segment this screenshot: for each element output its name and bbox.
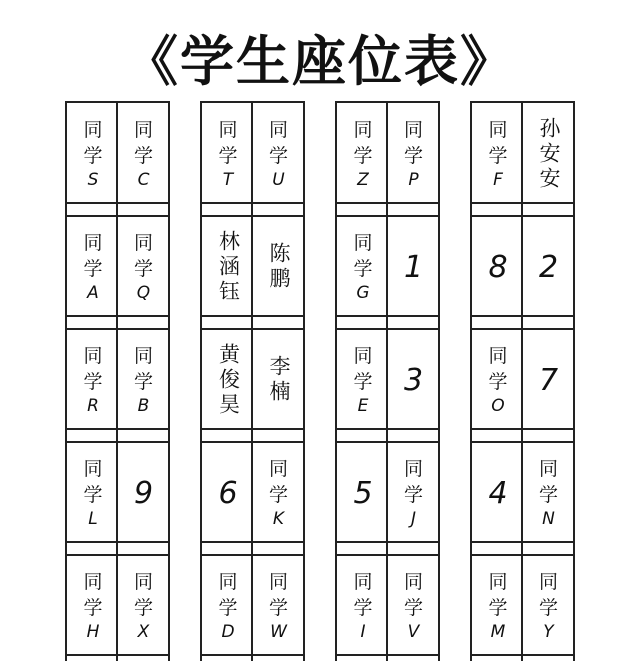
seat-prefix-char: 学 [488,597,508,619]
grid-hline [65,315,170,317]
seat-student-letter: E [357,396,369,416]
seat-student-letter: K [272,509,285,529]
seat-student-letter: Z [357,170,369,190]
seat-student [69,332,117,428]
seat-student [524,445,573,541]
seat-student [119,332,168,428]
seat-student-letter: O [491,396,505,416]
grid-vline [65,101,67,661]
seat-number-text: 5 [353,475,373,511]
seat-number [389,332,438,428]
seat-name-text: 孙安安 [537,116,561,192]
seat-prefix-char: 同 [488,571,508,593]
grid-hline [65,554,170,556]
page-title: 《学生座位表》 [124,30,516,93]
grid-vline [168,101,170,661]
seat-prefix-char: 学 [353,371,373,393]
seat-student-letter: D [221,622,235,642]
seat-prefix-char: 同 [538,458,558,480]
seat-prefix-char: 同 [133,119,153,141]
seat-prefix-char: 学 [353,258,373,280]
grid-hline [65,215,170,217]
seat-student-letter: J [410,509,416,529]
seat-number [119,445,168,541]
seat-student-letter: B [137,396,150,416]
seat-prefix-char: 同 [218,119,238,141]
grid-hline [470,441,575,443]
grid-hline [470,428,575,430]
seat-prefix-char: 同 [268,571,288,593]
seat-student [204,558,252,654]
grid-hline [200,315,305,317]
grid-hline [200,202,305,204]
seat-prefix-char: 学 [268,145,288,167]
grid-vline [200,101,202,661]
seat-student [254,106,303,202]
seat-prefix-char: 同 [353,345,373,367]
seat-student [254,445,303,541]
seat-prefix-char: 学 [488,145,508,167]
seat-student [339,219,387,315]
seat-number-text: 6 [218,475,238,511]
seat-prefix-char: 同 [83,119,103,141]
seat-prefix-char: 学 [133,371,153,393]
seat-prefix-char: 同 [403,119,423,141]
seat-number [474,219,522,315]
seat-student [389,558,438,654]
seat-number-text: 9 [133,475,154,511]
seat-student [389,445,438,541]
seat-prefix-char: 学 [133,258,153,280]
grid-hline [200,428,305,430]
seat-student [474,332,522,428]
seat-student [69,106,117,202]
grid-hline [200,541,305,543]
seat-prefix-char: 学 [538,484,558,506]
seat-number [524,332,573,428]
seat-student-letter: P [408,170,419,190]
seat-prefix-char: 学 [83,145,103,167]
seat-student-letter: V [407,622,420,642]
grid-hline [335,441,440,443]
seat-student [389,106,438,202]
seat-prefix-char: 同 [83,571,103,593]
seat-prefix-char: 同 [353,232,373,254]
seat-prefix-char: 学 [353,597,373,619]
seat-prefix-char: 同 [218,571,238,593]
seat-name [254,332,303,428]
grid-hline [335,428,440,430]
seat-number [204,445,252,541]
grid-hline [470,541,575,543]
seat-number [474,445,522,541]
seat-student [119,558,168,654]
grid-vline [470,101,472,661]
seat-prefix-char: 学 [353,145,373,167]
seat-prefix-char: 同 [133,571,153,593]
grid-hline [470,315,575,317]
seat-number-text: 4 [488,475,508,511]
grid-hline [200,441,305,443]
seat-prefix-char: 同 [538,571,558,593]
seat-student-letter: T [222,170,234,190]
grid-hline [200,554,305,556]
seat-student-letter: R [87,396,99,416]
grid-hline [470,202,575,204]
grid-hline [200,215,305,217]
grid-hline [470,215,575,217]
grid-vline [303,101,305,661]
seat-prefix-char: 学 [268,597,288,619]
seat-prefix-char: 学 [83,484,103,506]
seat-prefix-char: 学 [268,484,288,506]
grid-hline [335,328,440,330]
grid-hline [200,328,305,330]
grid-vline [438,101,440,661]
seat-student-letter: H [86,622,100,642]
seat-prefix-char: 学 [83,371,103,393]
seat-prefix-char: 同 [488,119,508,141]
seat-prefix-char: 学 [218,145,238,167]
seat-student-letter: G [356,283,370,303]
seat-student [69,219,117,315]
seat-student [69,558,117,654]
seat-prefix-char: 同 [83,458,103,480]
grid-hline [65,101,170,103]
seat-student-letter: W [270,622,287,642]
seat-prefix-char: 同 [83,232,103,254]
seat-prefix-char: 同 [403,571,423,593]
seat-number-text: 1 [403,249,424,285]
grid-vline [573,101,575,661]
seat-student-letter: M [490,622,506,642]
seat-number-text: 8 [488,249,508,285]
seat-prefix-char: 同 [353,571,373,593]
seat-student [524,558,573,654]
grid-hline [470,554,575,556]
seat-student [204,106,252,202]
seat-prefix-char: 同 [133,232,153,254]
seat-prefix-char: 学 [133,145,153,167]
grid-hline [470,328,575,330]
grid-hline [65,328,170,330]
seat-prefix-char: 学 [538,597,558,619]
seat-prefix-char: 学 [83,597,103,619]
seat-student-letter: L [88,509,98,529]
seat-student [339,106,387,202]
seat-student-letter: I [360,622,366,642]
seat-prefix-char: 学 [403,597,423,619]
seat-student-letter: Q [136,283,151,303]
seat-student-letter: S [87,170,99,190]
seat-number-text: 7 [538,362,559,398]
seat-prefix-char: 学 [133,597,153,619]
grid-hline [335,554,440,556]
seat-name-text: 李楠 [267,355,291,405]
seat-prefix-char: 学 [83,258,103,280]
seat-student-letter: A [87,283,99,303]
seat-number-text: 2 [538,249,559,285]
seat-student [474,106,522,202]
grid-hline [335,315,440,317]
seat-prefix-char: 同 [133,345,153,367]
seat-student [339,558,387,654]
seat-student-letter: F [493,170,503,190]
seat-number [339,445,387,541]
seat-student [69,445,117,541]
grid-hline [65,541,170,543]
seat-name-text: 黄俊昊 [216,342,241,418]
seat-student [119,106,168,202]
seat-student [119,219,168,315]
seat-number [524,219,573,315]
seat-prefix-char: 同 [403,458,423,480]
seat-name [204,219,252,315]
seat-prefix-char: 学 [488,371,508,393]
seat-prefix-char: 同 [83,345,103,367]
seat-prefix-char: 同 [268,119,288,141]
seat-prefix-char: 同 [353,119,373,141]
grid-hline [65,202,170,204]
seat-student [339,332,387,428]
seat-prefix-char: 同 [268,458,288,480]
seating-chart [64,101,576,661]
seat-prefix-char: 学 [403,484,423,506]
seat-name-text: 陈鹏 [267,242,291,292]
seat-number-text: 3 [403,362,424,398]
grid-vline [335,101,337,661]
grid-hline [335,541,440,543]
seat-name [524,106,573,202]
seat-student [474,558,522,654]
grid-hline [335,215,440,217]
seat-student [254,558,303,654]
seat-name [204,332,252,428]
grid-hline [65,441,170,443]
seat-name [254,219,303,315]
seat-student-letter: N [542,509,555,529]
seat-student-letter: X [137,622,150,642]
grid-hline [335,202,440,204]
seat-number [389,219,438,315]
grid-hline [65,428,170,430]
grid-hline [470,101,575,103]
seat-name-text: 林涵钰 [216,229,241,305]
seat-student-letter: U [272,170,285,190]
seat-prefix-char: 学 [218,597,238,619]
seat-prefix-char: 同 [488,345,508,367]
grid-hline [335,101,440,103]
seat-student-letter: C [137,170,150,190]
grid-hline [200,101,305,103]
seat-student-letter: Y [543,622,554,642]
seat-prefix-char: 学 [403,145,423,167]
